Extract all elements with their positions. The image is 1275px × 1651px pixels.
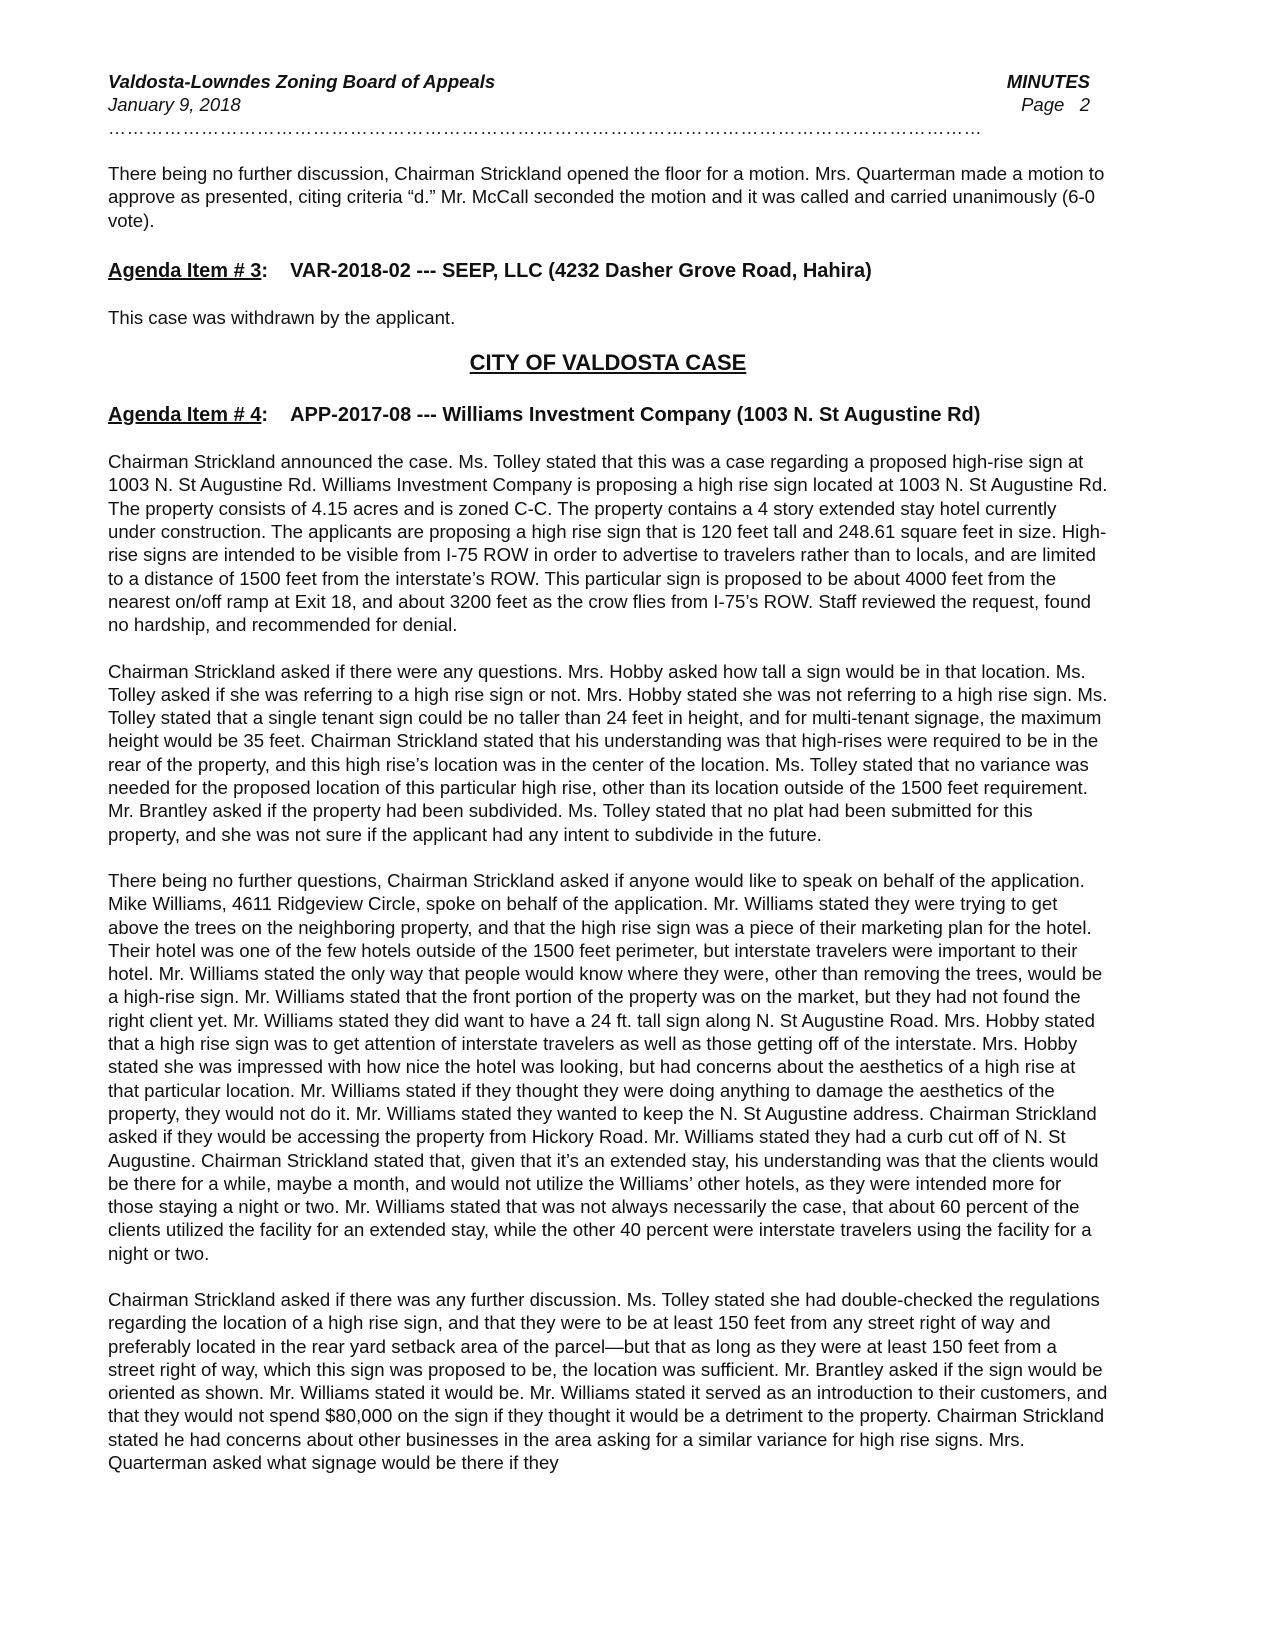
agenda-item-4-heading (108, 402, 1108, 428)
agenda-item-3-heading (108, 258, 1108, 284)
document-page (108, 70, 1108, 1474)
paragraph-case-announcement: Chairman Strickland announced the case. Ms. Tolley stated that this was a case regarding a proposed high-rise sign at 1003 N. St Augustine Rd. Williams Investment Company is proposing a high rise sign located at 1003 N. St Augustine Rd. The property consists of 4.15 acres and is zoned C-C. The property contains a 4 story extended stay hotel currently under construction. The applicants are proposing a high rise sign that is 120 feet tall and 248.61 square feet in size. High-rise signs are intended to be visible from I-75 ROW in order to advertise to travelers rather than to locals, and are limited to a distance of 1500 feet from the interstate’s ROW. This particular sign is proposed to be about 4000 feet from the nearest on/off ramp at Exit 18, and about 3200 feet as the crow flies from I-75’s ROW. Staff reviewed the request, found no hardship, and recommended for denial. (108, 451, 1108, 636)
paragraph-applicant-testimony: There being no further questions, Chairman Strickland asked if anyone would like to speak on behalf of the application. Mike Williams, 4611 Ridgeview Circle, spoke on behalf of the application. Mr. Williams stated they were trying to get above the trees on the neighboring property, and that the high rise sign was a piece of their marketing plan for the hotel. Their hotel was one of the few hotels outside of the 1500 feet perimeter, but interstate travelers were important to their hotel. Mr. Williams stated the only way that people would know where they were, other than removing the trees, would be a high-rise sign. Mr. Williams stated that the front portion of the property was on the market, but they had not found the right client yet. Mr. Williams stated they did want to have a 24 ft. tall sign along N. St Augustine Road. Mrs. Hobby stated that a high rise sign was to get attention of interstate travelers as well as those getting off of the interstate. Mrs. Hobby stated she was impressed with how nice the hotel was looking, but had concerns about the aesthetics of a high rise at that particular location. Mr. Williams stated if they thought they were doing anything to damage the aesthetics of the property, they would not do it. Mr. Williams stated they wanted to keep the N. St Augustine address. Chairman Strickland asked if they would be accessing the property from Hickory Road. Mr. Williams stated they had a curb cut off of N. St Augustine. Chairman Strickland stated that, given that it’s an extended stay, his understanding was that the clients would be there for a while, maybe a month, and would not utilize the Williams’ other hotels, as they were intended more for those staying a night or two. Mr. Williams stated that was not always necessarily the case, that about 60 percent of the clients utilized the facility for an extended stay, while the other 40 percent were interstate travelers using the facility for a night or two. (108, 869, 1103, 1264)
agenda-item-4-colon: : (261, 404, 269, 427)
meeting-date: January 9, 2018 (108, 94, 241, 115)
agenda-item-4-title: APP-2017-08 --- Williams Investment Company (1003 N. St Augustine Rd) (290, 404, 981, 427)
agenda-item-4-label: Agenda Item # 4 (108, 404, 262, 427)
header-divider: …………………………………………………………………………………………………………………………… (108, 118, 983, 138)
paragraph-motion-result: There being no further discussion, Chairman Strickland opened the floor for a motion. Mrs. Quarterman made a motion to approve as presented, citing criteria “d.” Mr. McCall seconded the motion and it was called and carried unanimously (6-0 vote). (108, 163, 1105, 231)
paragraph-further-discussion: Chairman Strickland asked if there was any further discussion. Ms. Tolley stated she had double-checked the regulations regarding the location of a high rise sign, and that they were to be at least 150 feet from any street right of way and preferably located in the rear yard setback area of the parcel—but that as long as they were at least 150 feet from a street right of way, which this sign was proposed to be, the location was sufficient. Mr. Brantley asked if the sign would be oriented as shown. Mr. Williams stated it would be. Mr. Williams stated it served as an introduction to their customers, and that they would not spend $80,000 on the sign if they thought it would be a detriment to the property. Chairman Strickland stated he had concerns about other businesses in the area asking for a similar variance for high rise signs. Mrs. Quarterman asked what signage would be there if they (108, 1288, 1108, 1474)
agenda-item-3-label: Agenda Item # 3 (108, 259, 262, 282)
page-number: Page 2 (1021, 94, 1090, 115)
section-title-city-case: CITY OF VALDOSTA CASE (469, 350, 747, 376)
agenda-item-3-title: VAR-2018-02 --- SEEP, LLC (4232 Dasher Grove Road, Hahira) (290, 259, 872, 282)
agenda-item-3-colon: : (261, 259, 269, 282)
paragraph-withdrawn: This case was withdrawn by the applicant. (108, 306, 456, 328)
paragraph-questions: Chairman Strickland asked if there were any questions. Mrs. Hobby asked how tall a sign would be in that location. Ms. Tolley asked if she was referring to a high rise sign or not. Mrs. Hobby stated she was not referring to a high rise sign. Ms. Tolley stated that a single tenant sign could be no taller than 24 feet in height, and for multi-tenant signage, the maximum height would be 35 feet. Chairman Strickland stated that his understanding was that high-rises were required to be in the rear of the property, and this high rise’s location was in the center of the location. Ms. Tolley stated that no variance was needed for the proposed location of this particular high rise, other than its location outside of the 1500 feet requirement. Mr. Brantley asked if the property had been subdivided. Ms. Tolley stated that no plat had been submitted for this property, and she was not sure if the applicant had any intent to subdivide in the future. (108, 660, 1108, 845)
organization-name: Valdosta-Lowndes Zoning Board of Appeals (108, 71, 496, 92)
page-header (108, 70, 1108, 116)
header-right (1007, 70, 1108, 116)
header-left (108, 70, 495, 116)
document-type: MINUTES (1006, 71, 1090, 92)
